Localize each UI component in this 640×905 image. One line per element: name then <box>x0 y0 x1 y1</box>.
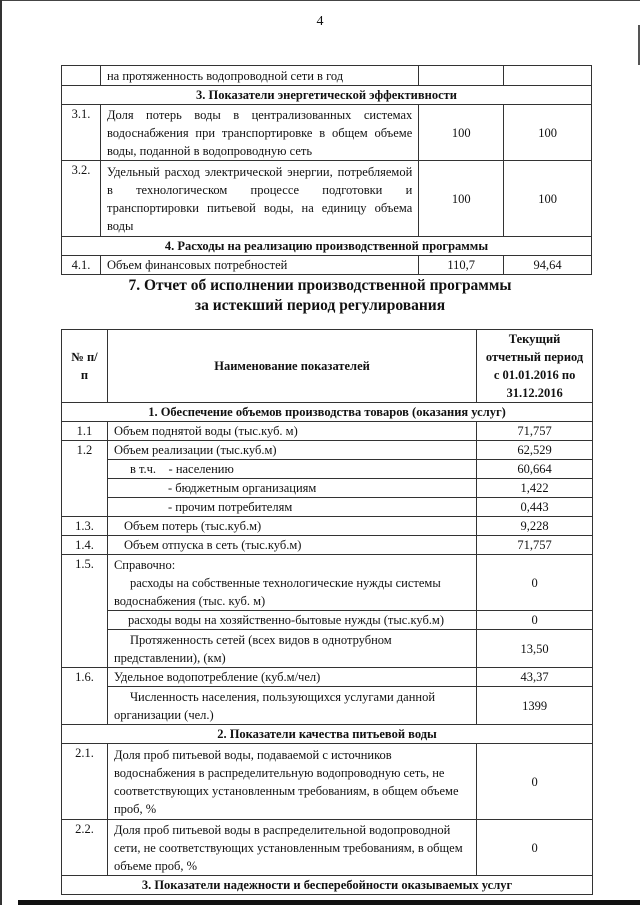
table-row <box>62 498 593 517</box>
section-row <box>62 725 593 744</box>
program-report-table <box>61 329 593 895</box>
section-row <box>62 403 593 422</box>
row-value-2: 100 <box>504 105 592 161</box>
section-heading: 3. Показатели надежности и бесперебойности оказываемых услуг <box>62 876 593 895</box>
table-row <box>62 66 592 86</box>
row-name <box>107 630 476 668</box>
row-name: Объем реализации (тыс.куб.м) <box>107 441 476 460</box>
row-number: 1.4. <box>62 536 108 555</box>
row-value: 71,757 <box>477 536 593 555</box>
table-row <box>62 256 592 275</box>
row-value: 9,228 <box>477 517 593 536</box>
row-number: 1.2 <box>62 441 108 517</box>
section-row <box>62 876 593 895</box>
row-name: - прочим потребителям <box>107 498 476 517</box>
row-name: Объем потерь (тыс.куб.м) <box>107 517 476 536</box>
table-row <box>62 611 593 630</box>
section-row <box>62 237 592 256</box>
table-row <box>62 820 593 876</box>
row-value: 1,422 <box>477 479 593 498</box>
row-value: 0,443 <box>477 498 593 517</box>
row-name <box>107 687 476 725</box>
row-value-1: 110,7 <box>419 256 504 275</box>
row-number: 2.2. <box>62 820 108 876</box>
row-number: 4.1. <box>62 256 101 275</box>
row-name: Удельное водопотребление (куб.м/чел) <box>107 668 476 687</box>
table-row <box>62 479 593 498</box>
section-heading: 2. Показатели качества питьевой воды <box>62 725 593 744</box>
row-value: 43,37 <box>477 668 593 687</box>
row-number: 2.1. <box>62 744 108 820</box>
row-name <box>107 555 476 611</box>
row-name: Объем финансовых потребностей <box>100 256 418 275</box>
section-heading: 4. Расходы на реализацию производственной программы <box>62 237 592 256</box>
row-name: Объем поднятой воды (тыс.куб. м) <box>107 422 476 441</box>
row-name-cont: водоснабжения (тыс. куб. м) <box>113 593 266 608</box>
table-row <box>62 441 593 460</box>
row-name: - бюджетным организациям <box>107 479 476 498</box>
table-row <box>62 668 593 687</box>
row-name: на протяженность водопроводной сети в год <box>100 66 418 86</box>
row-value-1: 100 <box>419 161 504 237</box>
row-number: 1.5. <box>62 555 108 668</box>
row-name-text: - населению <box>168 462 234 476</box>
section-heading: 3. Показатели энергетической эффективности <box>62 86 592 105</box>
row-number: 1.1 <box>62 422 108 441</box>
row-value: 0 <box>477 820 593 876</box>
row-name-cont: представлении), (км) <box>113 650 226 665</box>
table-row <box>62 687 593 725</box>
row-name-cont: организации (чел.) <box>113 707 214 722</box>
table-row <box>62 460 593 479</box>
table-row <box>62 422 593 441</box>
row-value: 62,529 <box>477 441 593 460</box>
scan-edge-bottom <box>18 900 640 905</box>
row-value: 1399 <box>477 687 593 725</box>
row-name: Доля проб питьевой воды, подаваемой с источников водоснабжения в распределительную водопроводную сеть, не соответствующих установленным требованиям, в общем объеме проб, % <box>107 744 476 820</box>
table-row <box>62 536 593 555</box>
table-row <box>62 555 593 611</box>
scan-edge-left <box>0 0 2 905</box>
row-value-2: 100 <box>504 161 592 237</box>
row-value-1 <box>419 66 504 86</box>
row-prefix: в т.ч. <box>129 462 157 476</box>
header-row <box>62 330 593 403</box>
page-number: 4 <box>316 14 324 29</box>
row-value: 60,664 <box>477 460 593 479</box>
row-number: 1.6. <box>62 668 108 725</box>
energy-efficiency-table <box>61 65 592 275</box>
row-number: 1.3. <box>62 517 108 536</box>
row-number: 3.1. <box>62 105 101 161</box>
header-name: Наименование показателей <box>107 330 476 403</box>
row-label: Справочно: <box>113 557 176 572</box>
table-row <box>62 161 592 237</box>
row-name: Удельный расход электрической энергии, потребляемой в технологическом процессе подготовки и транспортировки питьевой воды, на единицу объема воды <box>100 161 418 237</box>
row-value: 71,757 <box>477 422 593 441</box>
row-name-text: Численность населения, пользующихся услугами данной <box>129 689 436 704</box>
row-name: Доля проб питьевой воды в распределительной водопроводной сети, не соответствующих установленным требованиям, в общем объеме проб, % <box>107 820 476 876</box>
table-row <box>62 744 593 820</box>
scan-edge-top <box>0 0 640 1</box>
row-value-2 <box>504 66 592 86</box>
table-row <box>62 630 593 668</box>
header-number: № п/п <box>62 330 108 403</box>
row-value-1: 100 <box>419 105 504 161</box>
row-number: 3.2. <box>62 161 101 237</box>
row-name-text: расходы на собственные технологические нужды системы <box>129 575 441 590</box>
row-value: 0 <box>477 611 593 630</box>
row-number <box>62 66 101 86</box>
title-line-1: 7. Отчет об исполнении производственной программы <box>128 277 512 294</box>
section-7-title <box>0 276 640 316</box>
row-value: 0 <box>477 555 593 611</box>
title-line-2: за истекший период регулирования <box>194 297 446 314</box>
row-name <box>107 460 476 479</box>
header-period: Текущий отчетный период с 01.01.2016 по 31.12.2016 <box>477 330 593 403</box>
section-row <box>62 86 592 105</box>
row-name: Объем отпуска в сеть (тыс.куб.м) <box>107 536 476 555</box>
row-name: расходы воды на хозяйственно-бытовые нужды (тыс.куб.м) <box>107 611 476 630</box>
table-row <box>62 517 593 536</box>
row-value-2: 94,64 <box>504 256 592 275</box>
section-heading: 1. Обеспечение объемов производства товаров (оказания услуг) <box>62 403 593 422</box>
table-row <box>62 105 592 161</box>
row-name-text: Протяженность сетей (всех видов в однотрубном <box>129 632 392 647</box>
row-value: 13,50 <box>477 630 593 668</box>
row-name: Доля потерь воды в централизованных системах водоснабжения при транспортировке в общем объеме воды, поданной в водопроводную сеть <box>100 105 418 161</box>
row-value: 0 <box>477 744 593 820</box>
